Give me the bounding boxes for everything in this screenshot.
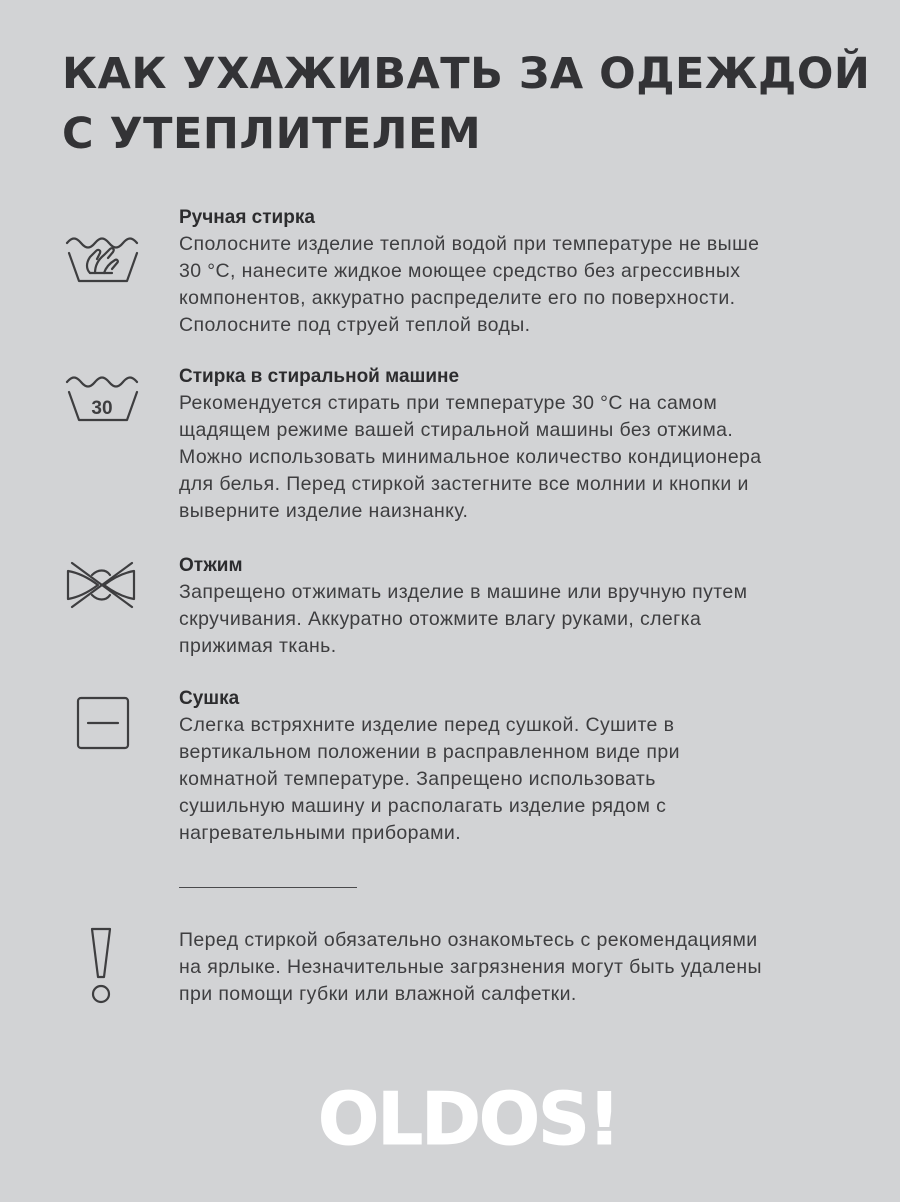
body-line: сушильную машину и располагать изделие рядом с [179,795,667,817]
body-line: скручивания. Аккуратно отожмите влагу руками, слегка [179,608,702,630]
body-line: прижимая ткань. [179,635,337,657]
exclamation-icon [88,927,114,1007]
body-line: комнатной температуре. Запрещено использовать [179,768,656,790]
body-line: Можно использовать минимальное количество кондиционера [179,446,762,468]
section-heading: Сушка [179,688,240,709]
section-heading: Отжим [179,555,243,576]
do-not-wring-icon [62,559,142,609]
brand-logo [316,1066,619,1161]
divider [179,887,357,888]
hand-wash-icon [62,229,144,285]
body-line: Перед стиркой обязательно ознакомьтесь с рекомендациями [179,929,758,951]
body-line: на ярлыке. Незначительные загрязнения могут быть удалены [179,956,762,978]
body-line: щадящем режиме вашей стиральной машины без отжима. [179,419,734,441]
section-heading: Стирка в стиральной машине [179,366,460,387]
page-title [62,44,882,164]
logo-text: OLDOS! [318,1077,619,1161]
note-text [179,927,859,1008]
section-body [179,390,859,525]
body-line: нагревательными приборами. [179,822,462,844]
body-line: для белья. Перед стиркой застегните все молнии и кнопки и [179,473,749,495]
hand-wash-text [179,205,859,339]
body-line: Запрещено отжимать изделие в машине или вручную путем [179,581,748,603]
machine-wash-text [179,364,859,525]
wash-temperature-label: 30 [91,398,113,419]
drying-text [179,686,859,847]
note-body [179,927,859,1008]
body-line: Рекомендуется стирать при температуре 30 °С на самом [179,392,718,414]
title-line-2: С УТЕПЛИТЕЛЕМ [62,109,482,159]
body-line: вертикальном положении в расправленном виде при [179,741,680,763]
section-body [179,231,859,339]
body-line: 30 °С, нанесите жидкое моющее средство без агрессивных [179,260,741,282]
body-line: Сполосните под струей теплой воды. [179,314,531,336]
wringing-text [179,553,859,660]
section-body [179,579,859,660]
section-body [179,712,859,847]
title-line-1: КАК УХАЖИВАТЬ ЗА ОДЕЖДОЙ [62,49,871,99]
body-line: выверните изделие наизнанку. [179,500,469,522]
body-line: при помощи губки или влажной салфетки. [179,983,577,1005]
machine-wash-30-icon [62,372,144,424]
body-line: Сполосните изделие теплой водой при температуре не выше [179,233,760,255]
body-line: Слегка встряхните изделие перед сушкой. Сушите в [179,714,675,736]
dry-flat-icon [76,696,130,750]
body-line: компонентов, аккуратно распределите его по поверхности. [179,287,736,309]
section-heading: Ручная стирка [179,207,315,228]
